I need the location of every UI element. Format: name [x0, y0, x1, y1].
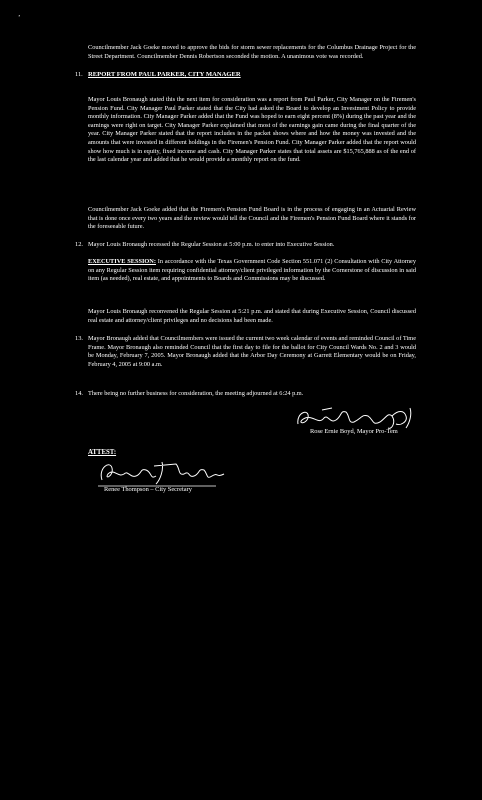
- city-secretary-name: Renee Thompson – City Secretary: [104, 486, 192, 493]
- city-secretary-signature: [96, 456, 236, 488]
- executive-session-label: EXECUTIVE SESSION:: [88, 258, 156, 265]
- reconvene-paragraph: Mayor Louis Bronaugh reconvened the Regular Session at 5:21 p.m. and stated that during Executive Session, Council discussed real estate and attorney/client privileges and no decisions had been made.: [88, 308, 416, 324]
- scan-mark: ’: [18, 14, 21, 22]
- item-14-number: 14.: [75, 390, 83, 397]
- attest-label: ATTEST:: [88, 449, 117, 456]
- mayor-pro-tem-name: Rose Ernie Boyd, Mayor Pro-Tem: [310, 428, 398, 435]
- item-13-number: 13.: [75, 335, 83, 342]
- item-13-paragraph: Mayor Bronaugh added that Councilmembers were issued the current two week calendar of events and reminded Council of Time Frame. Mayor Bronaugh also reminded Council that the first day to file for the ballot for City Council Wards No. 2 and 3 would be Monday, February 7, 2005. Mayor Bronaugh added that the Arbor Day Ceremony at Garrett Elementary would be on Friday, February 4, 2005 at 9:00 a.m.: [88, 335, 416, 368]
- section-12-number: 12.: [75, 241, 83, 248]
- section-11-paragraph-2: Councilmember Jack Goeke added that the Firemen's Pension Fund Board is in the process of engaging in an Actuarial Review that is done once every two years and the review would tell the Council and the Firemen's Pension Fund Board where it stands for the foreseeable future.: [88, 206, 416, 231]
- executive-session-text: In accordance with the Texas Government Code Section 551.071 (2) Consultation with City Attorney on any Regular Session item requiring confidential attorney/client privileged information by the Cornerstone of discussion in said item (as needed), real estate, and appointments to Boards and Commissions may be discussed.: [88, 258, 416, 283]
- executive-session-paragraph: [88, 258, 416, 284]
- item-14-paragraph: There being no further business for consideration, the meeting adjourned at 6:24 p.m.: [88, 390, 304, 397]
- section-12-paragraph: Mayor Louis Bronaugh recessed the Regular Session at 5:00 p.m. to enter into Executive Session.: [88, 241, 335, 248]
- section-11-number: 11.: [75, 71, 83, 78]
- section-11-heading: REPORT FROM PAUL PARKER, CITY MANAGER: [88, 71, 241, 78]
- intro-paragraph: Councilmember Jack Goeke moved to approve the bids for storm sewer replacements for the Columbus Drainage Project for the Street Department. Councilmember Dennis Robertson seconded the motion. A unanimous vote was recorded.: [88, 44, 416, 60]
- section-11-paragraph-1: Mayor Louis Bronaugh stated this the next item for consideration was a report from Paul Parker, City Manager on the Firemen's Pension Fund. City Manager Paul Parker stated that the City had asked the Board to develop an Investment Policy to provide monthly information. City Manager Parker added that the Fund was hoped to earn eight percent (8%) during the past year and the earnings were right on target. City Manager Parker explained that most of the earnings gain came during the final quarter of the year. City Manager Parker stated that the report includes in the packet shows where and how the money was invested and the amounts that were invested in different holdings in the Firemen's Pension Fund. City Manager Parker added that the report would show how much is in equity, fixed income and cash. City Manager Parker states that total assets are $15,765,888 as of the end of the last calendar year and added that he would provide a monthly report on the fund.: [88, 96, 416, 164]
